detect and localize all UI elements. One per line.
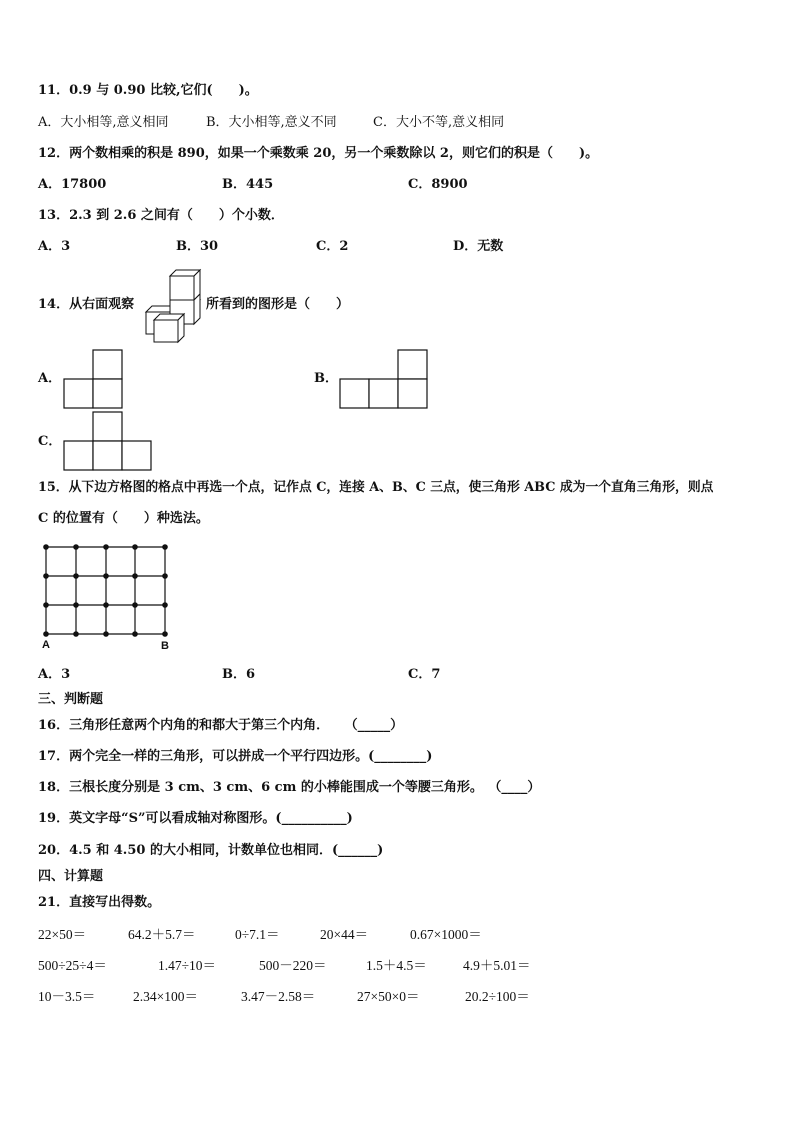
q14-option-b-label[interactable]: B． (314, 371, 338, 386)
calc-2-2: 1.47÷10＝ (158, 958, 217, 973)
calc-1-2: 64.2＋5.7＝ (128, 927, 196, 942)
q14-option-b-figure[interactable] (340, 349, 430, 409)
q15-option-c[interactable]: C．7 (408, 667, 441, 682)
section-3-title: 三、判断题 (38, 692, 104, 707)
question-14-stem-end: 所看到的图形是（ ） (206, 297, 350, 312)
q12-option-b[interactable]: B．445 (222, 177, 274, 192)
q11-option-b[interactable]: B．大小相等,意义不同 (206, 115, 337, 130)
question-13-stem: 13．2.3 到 2.6 之间有（ ）个小数． (38, 208, 284, 223)
q11-option-a[interactable]: A．大小相等,意义相同 (38, 115, 169, 130)
q13-option-c[interactable]: C．2 (316, 239, 349, 254)
judge-16-answer-blank[interactable]: （_____） (351, 718, 404, 733)
judge-item-17 (38, 748, 432, 766)
q13-option-a[interactable]: A．3 (38, 239, 71, 254)
judge-19-answer-blank[interactable]: __________) (281, 811, 353, 826)
point-b-label: B (161, 640, 169, 652)
judge-18-text: 18．三根长度分别是 3 cm、3 cm、6 cm 的小棒能围成一个等腰三角形。 (38, 780, 483, 795)
q13-option-b[interactable]: B．30 (176, 239, 219, 254)
calc-3-2: 2.34×100＝ (133, 989, 198, 1004)
q15-option-a[interactable]: A．3 (38, 667, 71, 682)
judge-16-text: 16．三角形任意两个内角的和都大于第三个内角． (38, 718, 330, 733)
judge-item-16 (38, 717, 403, 735)
section-4-title: 四、计算题 (38, 869, 104, 884)
judge-item-20 (38, 842, 383, 860)
judge-item-18 (38, 779, 540, 797)
calc-1-5: 0.67×1000＝ (410, 927, 482, 942)
judge-17-answer-blank[interactable]: ________) (374, 749, 433, 764)
question-11-stem: 11．0.9 与 0.90 比较,它们( )。 (38, 83, 258, 98)
calc-1-4: 20×44＝ (320, 927, 369, 942)
calc-1-1: 22×50＝ (38, 927, 87, 942)
judge-20-text: 20．4.5 和 4.50 的大小相同，计数单位也相同．( (38, 843, 339, 858)
q14-option-a-label[interactable]: A． (38, 371, 62, 386)
q13-option-d[interactable]: D．无数 (453, 239, 504, 254)
judge-item-19 (38, 810, 353, 828)
calc-2-1: 500÷25÷4＝ (38, 958, 107, 973)
q12-option-a[interactable]: A．17800 (38, 177, 107, 192)
question-15-stem-line1: 15．从下边方格图的格点中再选一个点，记作点 C，连接 A、B、C 三点，使三角形 ABC 成为一个直角三角形，则点 (38, 480, 714, 495)
calc-3-4: 27×50×0＝ (357, 989, 420, 1004)
judge-20-answer-blank[interactable]: ______) (338, 843, 384, 858)
q14-option-a-figure[interactable] (64, 349, 124, 409)
q12-option-c[interactable]: C．8900 (408, 177, 468, 192)
cube-stack-figure (136, 268, 208, 344)
q11-option-c[interactable]: C．大小不等,意义相同 (373, 115, 505, 130)
question-15-stem-line2: C 的位置有（ ）种选法。 (38, 511, 209, 526)
calc-2-5: 4.9＋5.01＝ (463, 958, 531, 973)
dot-grid-figure (40, 540, 180, 652)
calc-2-4: 1.5＋4.5＝ (366, 958, 427, 973)
calc-3-1: 10－3.5＝ (38, 989, 96, 1004)
judge-18-answer-blank[interactable]: （____） (494, 780, 541, 795)
judge-19-text: 19．英文字母“S”可以看成轴对称图形。( (38, 811, 282, 826)
calc-3-3: 3.47－2.58＝ (241, 989, 316, 1004)
question-12-stem: 12．两个数相乘的积是 890，如果一个乘数乘 20，另一个乘数除以 2，则它们的积是（ )。 (38, 146, 599, 161)
q15-option-b[interactable]: B．6 (222, 667, 256, 682)
calc-2-3: 500－220＝ (259, 958, 327, 973)
q14-option-c-label[interactable]: C． (38, 434, 62, 449)
question-14-stem-start: 14．从右面观察 (38, 297, 135, 312)
calc-3-5: 20.2÷100＝ (465, 989, 530, 1004)
question-21-stem: 21．直接写出得数。 (38, 895, 161, 910)
point-a-label: A (42, 639, 50, 651)
q14-option-c-figure[interactable] (64, 411, 154, 471)
judge-17-text: 17．两个完全一样的三角形，可以拼成一个平行四边形。( (38, 749, 375, 764)
calc-1-3: 0÷7.1＝ (235, 927, 280, 942)
